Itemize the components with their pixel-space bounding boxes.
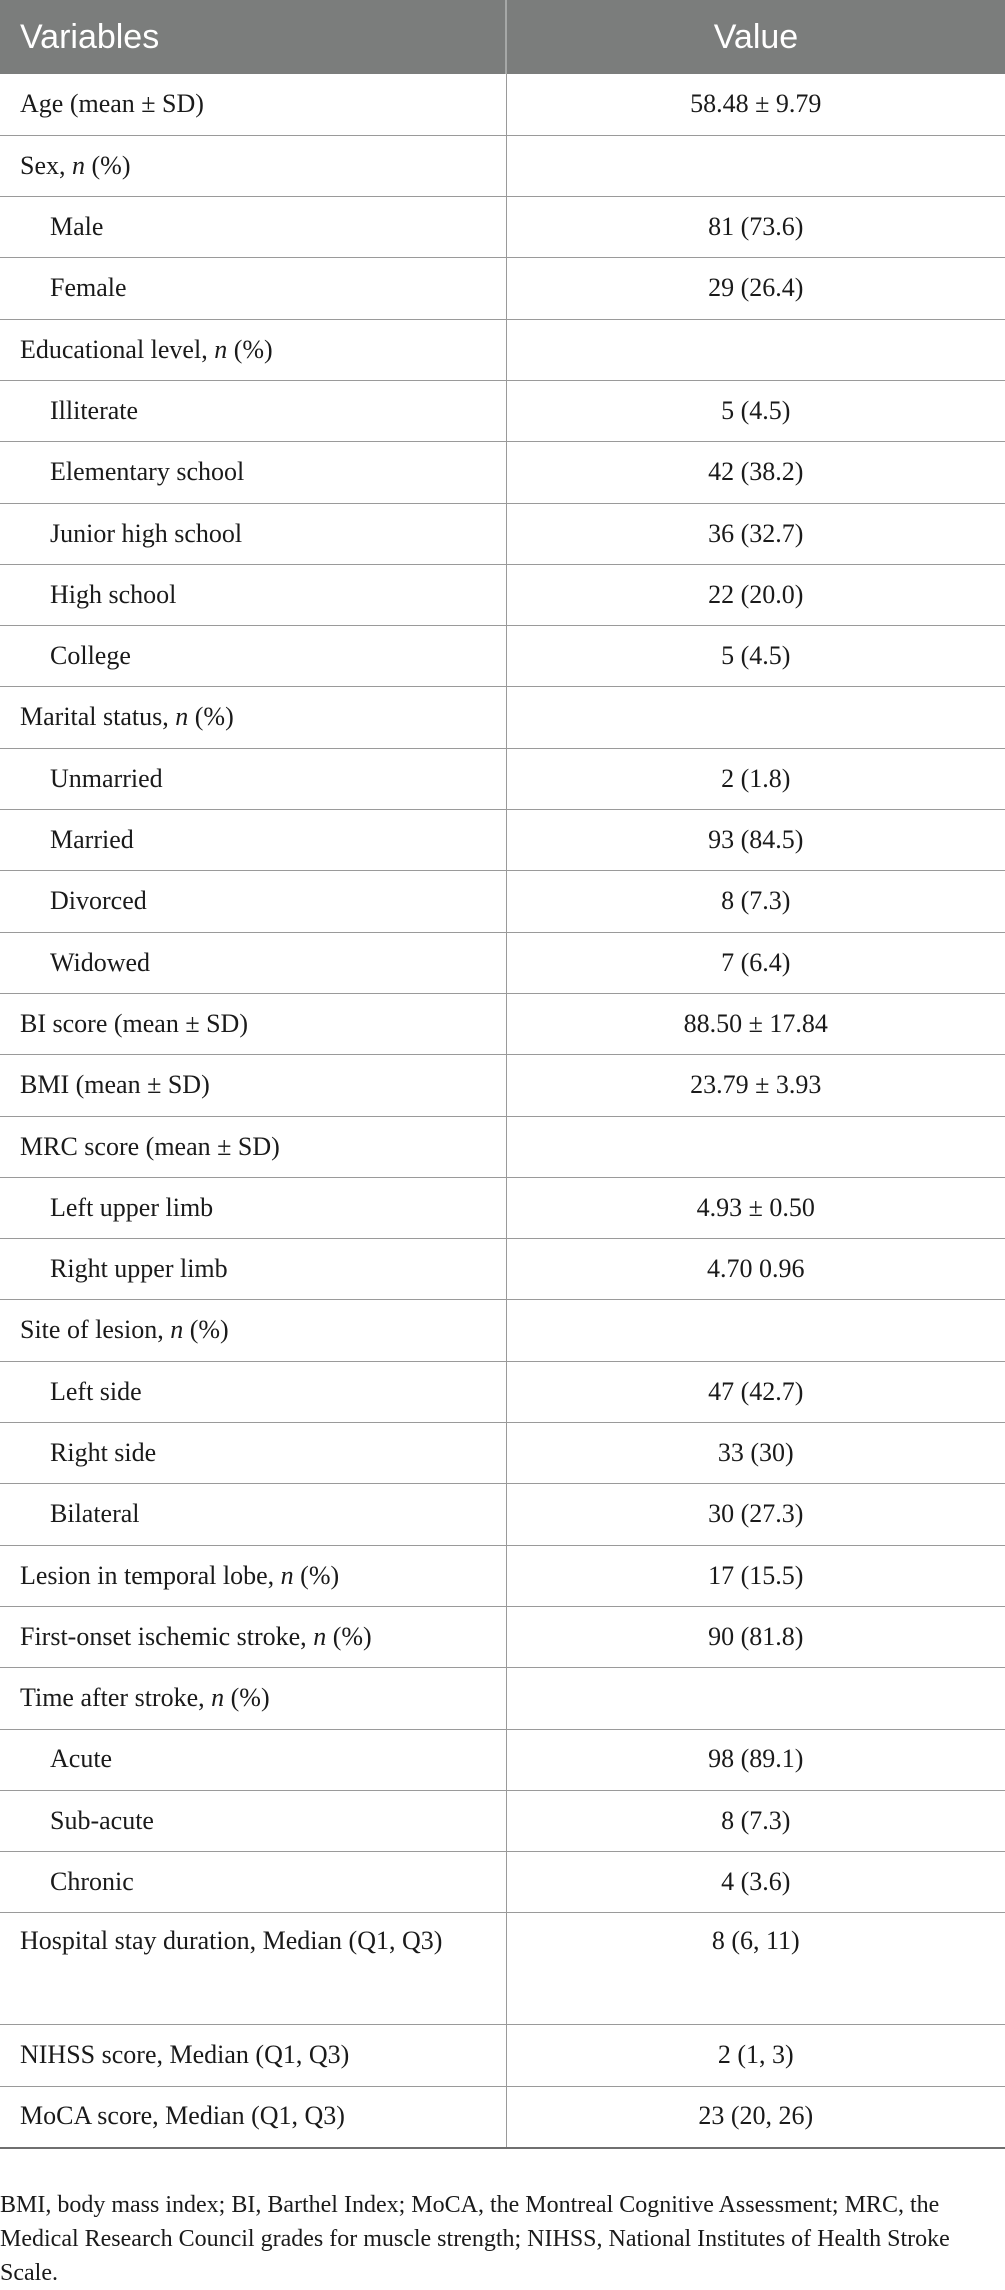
row-variable-label: MoCA score, Median (Q1, Q3) [20,2101,345,2131]
row-variable-tail: (%) [188,702,234,732]
row-variable-label: Divorced [50,886,147,916]
row-variable-italic: n [72,150,85,180]
row-variable-label: Male [50,212,104,242]
row-value: 29 (26.4) [506,258,1005,319]
row-variable [0,1606,506,1667]
table-row [0,1852,1005,1913]
row-variable [0,442,506,503]
row-variable [0,1423,506,1484]
table-row [0,1423,1005,1484]
row-variable-italic: n [211,1683,225,1713]
row-variable-tail: (%) [293,1560,340,1590]
table-row [0,932,1005,993]
table-row [0,871,1005,932]
row-variable-label: NIHSS score, Median (Q1, Q3) [20,2040,350,2070]
row-variable-label: Marital status, [20,702,176,732]
row-variable-label: Sub-acute [50,1805,154,1835]
table-row [0,748,1005,809]
table-row [0,1913,1005,2025]
row-variable-tail: (%) [85,150,131,180]
row-variable-label: Left side [50,1376,142,1406]
table-row [0,1300,1005,1361]
row-variable [0,258,506,319]
table-row [0,993,1005,1054]
row-value: 4.93 ± 0.50 [506,1177,1005,1238]
header-variables: Variables [0,0,506,74]
table-row [0,687,1005,748]
row-value: 4 (3.6) [506,1852,1005,1913]
row-variable [0,564,506,625]
row-value: 30 (27.3) [506,1484,1005,1545]
row-variable-label: Right upper limb [50,1254,228,1284]
table-row [0,380,1005,441]
table-row [0,258,1005,319]
row-variable-label: MRC score (mean ± SD) [20,1131,280,1161]
row-variable-label: Sex, [20,150,72,180]
row-variable [0,1729,506,1790]
row-variable-label: Left upper limb [50,1192,214,1222]
row-value [506,1668,1005,1729]
table-row [0,1545,1005,1606]
row-value [506,135,1005,196]
row-variable [0,1177,506,1238]
row-variable-label: Educational level, [20,334,215,364]
row-variable-label: Site of lesion, [20,1315,171,1345]
row-variable [0,1239,506,1300]
row-variable [0,380,506,441]
row-value: 36 (32.7) [506,503,1005,564]
table-row [0,1484,1005,1545]
row-variable [0,1913,506,2025]
row-variable-label: College [50,641,131,671]
table-row [0,319,1005,380]
row-variable-label: High school [50,579,177,609]
row-variable-italic: n [170,1315,184,1345]
row-value: 4.70 0.96 [506,1239,1005,1300]
table-row [0,2086,1005,2147]
row-value [506,687,1005,748]
row-variable-label: Elementary school [50,457,245,487]
table-row [0,1055,1005,1116]
row-variable-label: Married [50,825,134,855]
table-body [0,74,1005,2148]
table-row [0,626,1005,687]
row-variable-italic: n [175,702,189,732]
row-variable-label: Female [50,273,127,303]
row-variable [0,2025,506,2086]
table-row [0,74,1005,135]
table-row [0,1606,1005,1667]
row-value: 2 (1, 3) [506,2025,1005,2086]
row-value: 7 (6.4) [506,932,1005,993]
table-row [0,1361,1005,1422]
row-variable-label: Lesion in temporal lobe, [20,1560,281,1590]
row-value: 90 (81.8) [506,1606,1005,1667]
row-variable-label: Age (mean ± SD) [20,89,204,119]
table-row [0,1668,1005,1729]
row-variable [0,135,506,196]
row-variable [0,1790,506,1851]
table-row [0,1177,1005,1238]
row-variable-label: Illiterate [50,395,139,425]
row-variable [0,197,506,258]
row-value: 22 (20.0) [506,564,1005,625]
row-variable-tail: (%) [326,1621,372,1651]
table-row [0,442,1005,503]
row-variable [0,687,506,748]
table-row [0,503,1005,564]
row-value: 23 (20, 26) [506,2086,1005,2147]
row-variable-label: Junior high school [50,518,243,548]
row-variable [0,74,506,135]
table-row [0,564,1005,625]
row-variable [0,1300,506,1361]
row-value [506,319,1005,380]
header-value: Value [506,0,1005,74]
row-variable-tail: (%) [224,1683,270,1713]
row-value: 33 (30) [506,1423,1005,1484]
row-variable [0,1116,506,1177]
row-variable [0,503,506,564]
row-variable-tail: (%) [183,1315,229,1345]
table-row [0,1729,1005,1790]
row-variable [0,871,506,932]
row-value: 58.48 ± 9.79 [506,74,1005,135]
row-variable-tail: (%) [227,334,273,364]
row-variable-label: BMI (mean ± SD) [20,1070,210,1100]
row-variable-italic: n [313,1621,327,1651]
row-value: 42 (38.2) [506,442,1005,503]
table-row [0,2025,1005,2086]
row-value: 17 (15.5) [506,1545,1005,1606]
row-variable [0,810,506,871]
row-value [506,1116,1005,1177]
row-variable [0,932,506,993]
table-row [0,197,1005,258]
row-variable [0,1545,506,1606]
row-value: 88.50 ± 17.84 [506,993,1005,1054]
row-variable-label: Bilateral [50,1499,140,1529]
row-value: 2 (1.8) [506,748,1005,809]
row-variable-label: Hospital stay duration, Median (Q1, Q3) [20,1926,443,1956]
row-variable-label: Chronic [50,1867,134,1897]
row-variable [0,1668,506,1729]
table-footnote: BMI, body mass index; BI, Barthel Index; MoCA, the Montreal Cognitive Assessment; MRC, the Medical Research Council grades for muscle strength; NIHSS, National Institutes of Health Stroke Scale. [0,2192,950,2287]
table-row [0,1239,1005,1300]
row-variable [0,1484,506,1545]
row-variable [0,2086,506,2147]
row-variable [0,1852,506,1913]
row-variable-label: First-onset ischemic stroke, [20,1621,314,1651]
row-variable-label: Time after stroke, [20,1683,212,1713]
row-value: 47 (42.7) [506,1361,1005,1422]
row-variable-label: Acute [50,1744,113,1774]
row-variable-label: Widowed [50,947,151,977]
row-variable [0,748,506,809]
row-variable [0,1361,506,1422]
row-variable [0,626,506,687]
row-value: 23.79 ± 3.93 [506,1055,1005,1116]
table-row [0,810,1005,871]
row-value: 8 (7.3) [506,871,1005,932]
row-value: 5 (4.5) [506,626,1005,687]
table-row [0,135,1005,196]
row-variable-label: Right side [50,1437,157,1467]
row-variable-italic: n [214,334,228,364]
row-variable-label: BI score (mean ± SD) [20,1008,248,1038]
row-variable [0,1055,506,1116]
table-row [0,1790,1005,1851]
row-value: 93 (84.5) [506,810,1005,871]
row-value [506,1300,1005,1361]
row-value: 5 (4.5) [506,380,1005,441]
row-variable-label: Unmarried [50,763,163,793]
row-value: 8 (6, 11) [506,1913,1005,2025]
table-row [0,1116,1005,1177]
row-value: 98 (89.1) [506,1729,1005,1790]
row-variable-italic: n [280,1560,294,1590]
row-variable [0,993,506,1054]
row-value: 81 (73.6) [506,197,1005,258]
row-variable [0,319,506,380]
table-header-row [0,0,1005,74]
row-value: 8 (7.3) [506,1790,1005,1851]
